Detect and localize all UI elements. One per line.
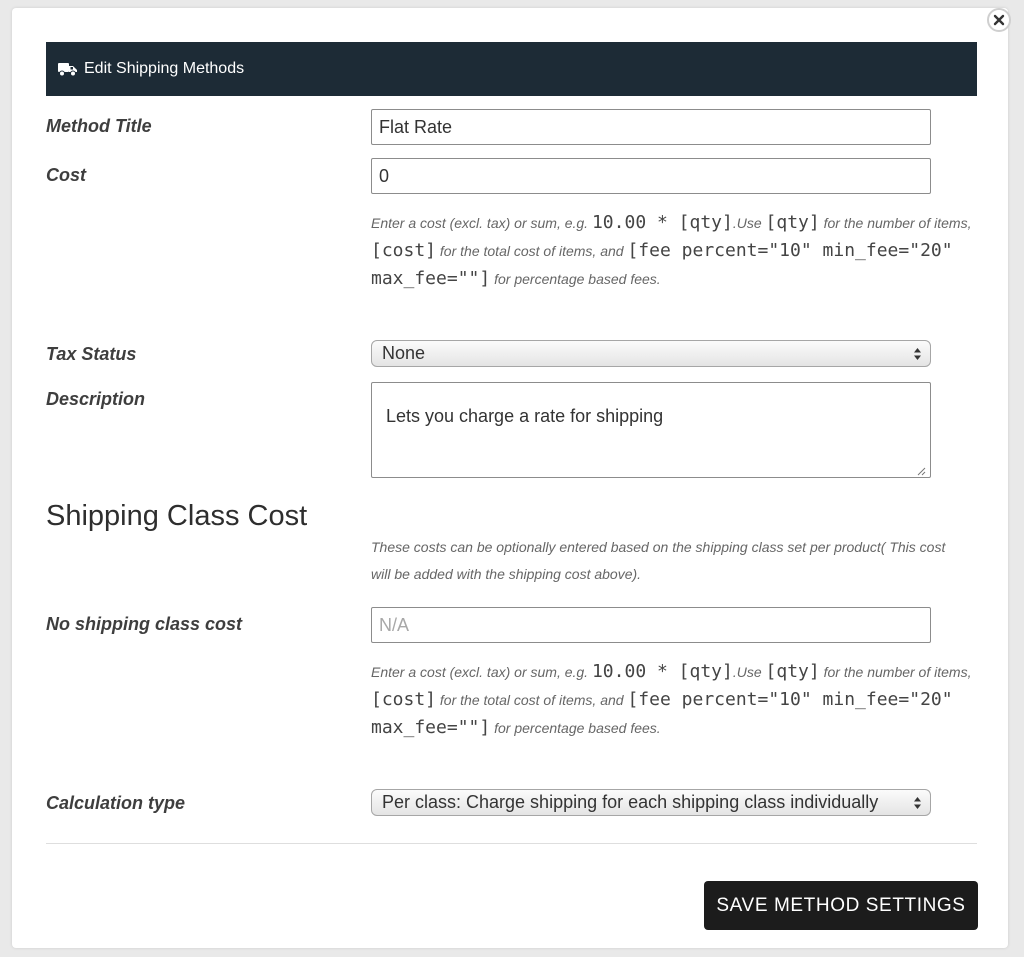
save-method-settings-button[interactable]: SAVE METHOD SETTINGS [704,881,978,930]
truck-icon [58,61,78,77]
select-arrows-icon [913,346,922,361]
description-textarea[interactable] [371,382,931,478]
select-arrows-icon [913,795,922,810]
method-title-input[interactable] [371,109,931,145]
cost-label: Cost [46,165,86,185]
method-title-label: Method Title [46,116,152,136]
cost-input[interactable] [371,158,931,194]
no-class-cost-label: No shipping class cost [46,614,243,634]
section-title: Shipping Class Cost [46,500,308,532]
shipping-class-note: These costs can be optionally entered based on the shipping class set per product( This cost will be added with the shipping cost above). [371,539,946,582]
divider [46,843,977,844]
modal-title: Edit Shipping Methods [84,60,245,77]
calculation-type-value: Per class: Charge shipping for each shipping class individually [382,792,879,812]
no-class-cost-input[interactable] [371,607,931,643]
description-label: Description [46,389,146,409]
cost-help-text: Enter a cost (excl. tax) or sum, e.g. 10.00 * [qty].Use [qty] for the number of items, [cost] for the total cost of items, and [fee percent="10" min_fee="20" max_fee=""] for percentage based fees. [371,212,972,289]
calculation-type-select[interactable] [371,789,931,816]
calculation-type-label: Calculation type [46,793,186,813]
modal-header [46,42,977,96]
close-icon[interactable] [987,8,1011,32]
resize-grip-icon[interactable] [916,463,926,481]
no-class-cost-help-text: Enter a cost (excl. tax) or sum, e.g. 10.00 * [qty].Use [qty] for the number of items, [cost] for the total cost of items, and [fee percent="10" min_fee="20" max_fee=""] for percentage based fees. [371,661,972,738]
tax-status-value: None [382,343,426,363]
tax-status-label: Tax Status [46,344,137,364]
tax-status-select[interactable] [371,340,931,367]
